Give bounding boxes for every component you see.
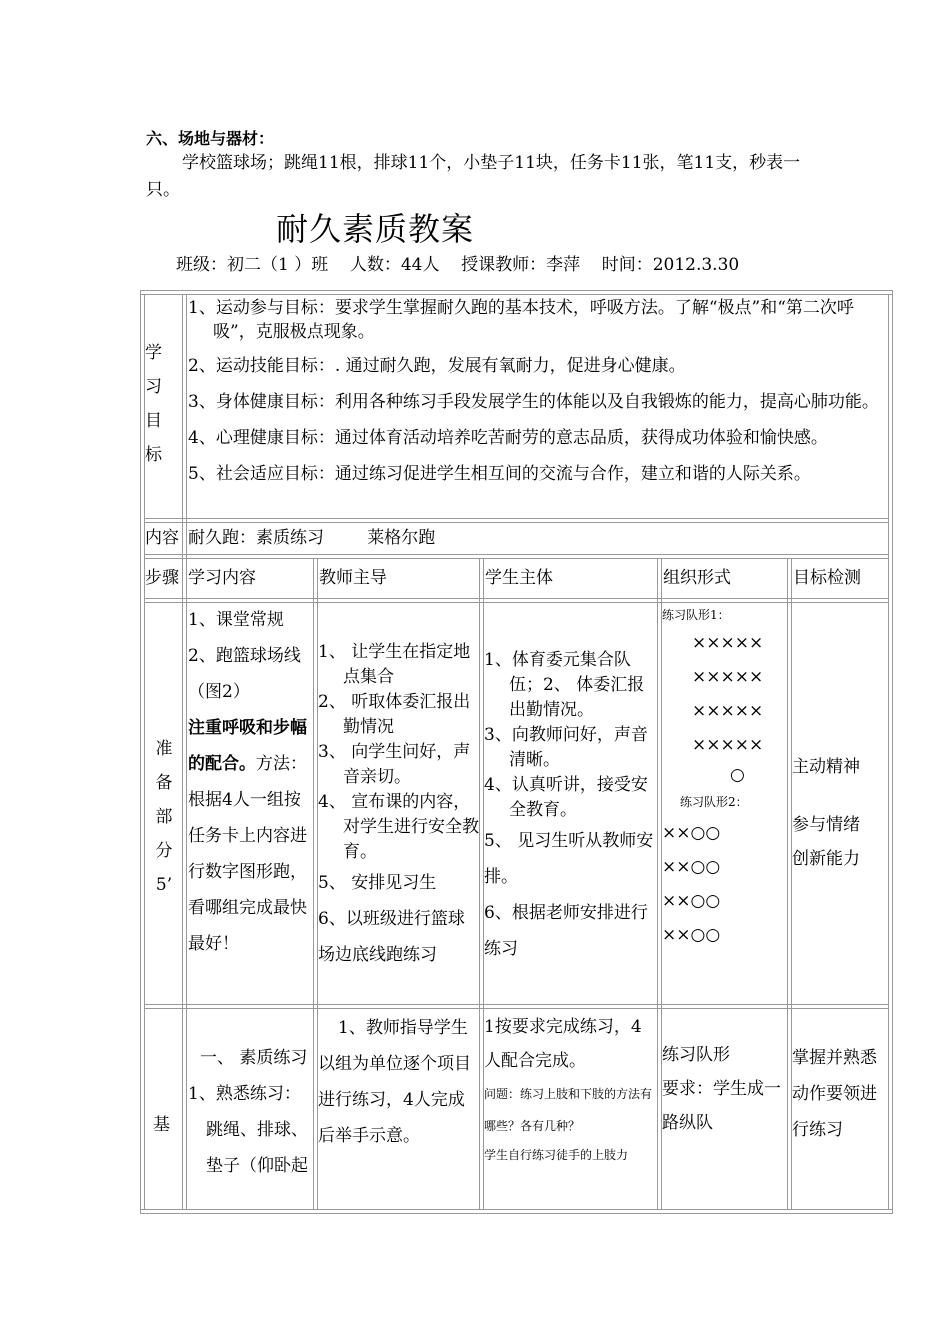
formation-1-diagram: ××××× ××××× ××××× ××××× ○: [662, 626, 788, 788]
content-label: 内容: [145, 528, 179, 548]
goal-item: 4、心理健康目标：通过体育活动培养吃苦耐劳的意志品质，获得成功体验和愉快感。: [188, 428, 828, 448]
content-text: 耐久跑：素质练习 莱格尔跑: [188, 528, 436, 548]
prep-student: 1、体育委元集合队伍；2、 体委汇报出勤情况。 3、向教师问好，声音清晰。 4、认真听讲，接受安全教育。 5、 见习生听从教师安排。 6、根据老师安排进行练习: [484, 650, 654, 959]
goal-item: 1、运动参与目标：要求学生掌握耐久跑的基本技术，呼吸方法。了解“极点”和“第二次呼吸”，克服极点现象。: [188, 298, 854, 342]
formation-2-label: 练习队形2：: [680, 795, 748, 809]
section-heading: 六、场地与器材：: [146, 129, 275, 148]
header-organization: 组织形式: [663, 568, 731, 588]
formation-2-diagram: ××○○ ××○○ ××○○ ××○○: [662, 823, 721, 945]
header-check: 目标检测: [793, 568, 861, 588]
formation-1-label: 练习队形1：: [662, 608, 730, 622]
header-learning: 学习内容: [188, 568, 256, 588]
basic-learning: 一、 素质练习 1、熟悉练习： 跳绳、排球、垫子（仰卧起: [188, 1048, 308, 1176]
goals-list: [188, 294, 892, 492]
goal-item: 3、身体健康目标：利用各种练习手段发展学生的体能以及自我锻炼的能力，提高心肺功能。: [188, 392, 879, 412]
prep-organization: [662, 604, 788, 952]
venue-equipment-text: 学校篮球场；跳绳11根，排球11个，小垫子11块，任务卡11张，笔11支，秒表一只。: [146, 153, 801, 200]
prep-learning: 1、课堂常规 2、跑篮球场线（图2） 注重呼吸和步幅的配合。方法：根据4人一组按任务卡上内容进行数字图形跑，看哪组完成最快最好！: [188, 610, 307, 954]
goal-item: 5、社会适应目标：通过练习促进学生相互间的交流与合作，建立和谐的人际关系。: [188, 464, 811, 484]
prep-emphasis: 注重呼吸和步幅的配合。: [188, 718, 307, 774]
basic-organization: 练习队形 要求：学生成一路纵队: [662, 1045, 781, 1133]
basic-student: 1按要求完成练习，4人配合完成。 问题：练习上肢和下肢的方法有哪些？各有几种？ 学生自行练习徒手的上肢力: [484, 1017, 653, 1162]
basic-step-label: 基: [153, 1115, 170, 1135]
header-student: 学生主体: [485, 568, 553, 588]
basic-teacher: 1、教师指导学生以组为单位逐个项目进行练习，4人完成后举手示意。: [318, 1018, 471, 1146]
header-teacher: 教师主导: [319, 568, 387, 588]
prep-teacher: 1、 让学生在指定地点集合 2、 听取体委汇报出勤情况 3、 向学生问好，声音亲切。 4、 宣布课的内容，对学生进行安全教育。 5、 安排见习生 6、以班级进行篮球场边底线跑练习: [318, 642, 479, 965]
header-step: 步骤: [145, 568, 179, 588]
goal-item: 2、运动技能目标：. 通过耐久跑，发展有氧耐力，促进身心健康。: [188, 356, 686, 376]
teacher-position-marker: ○: [730, 765, 745, 785]
basic-check: 掌握并熟悉动作要领进行练习: [792, 1048, 877, 1140]
page-title: 耐久素质教案: [276, 210, 475, 248]
goals-label: 学 习 目 标: [145, 343, 162, 465]
prep-step-label: 准 备 部 分 5’: [155, 739, 173, 895]
prep-check: 主动精神 参与情绪 创新能力: [792, 757, 860, 869]
class-info-line: 班级：初二（1 ）班 人数：44人 授课教师：李萍 时间：2012.3.30: [176, 255, 740, 275]
